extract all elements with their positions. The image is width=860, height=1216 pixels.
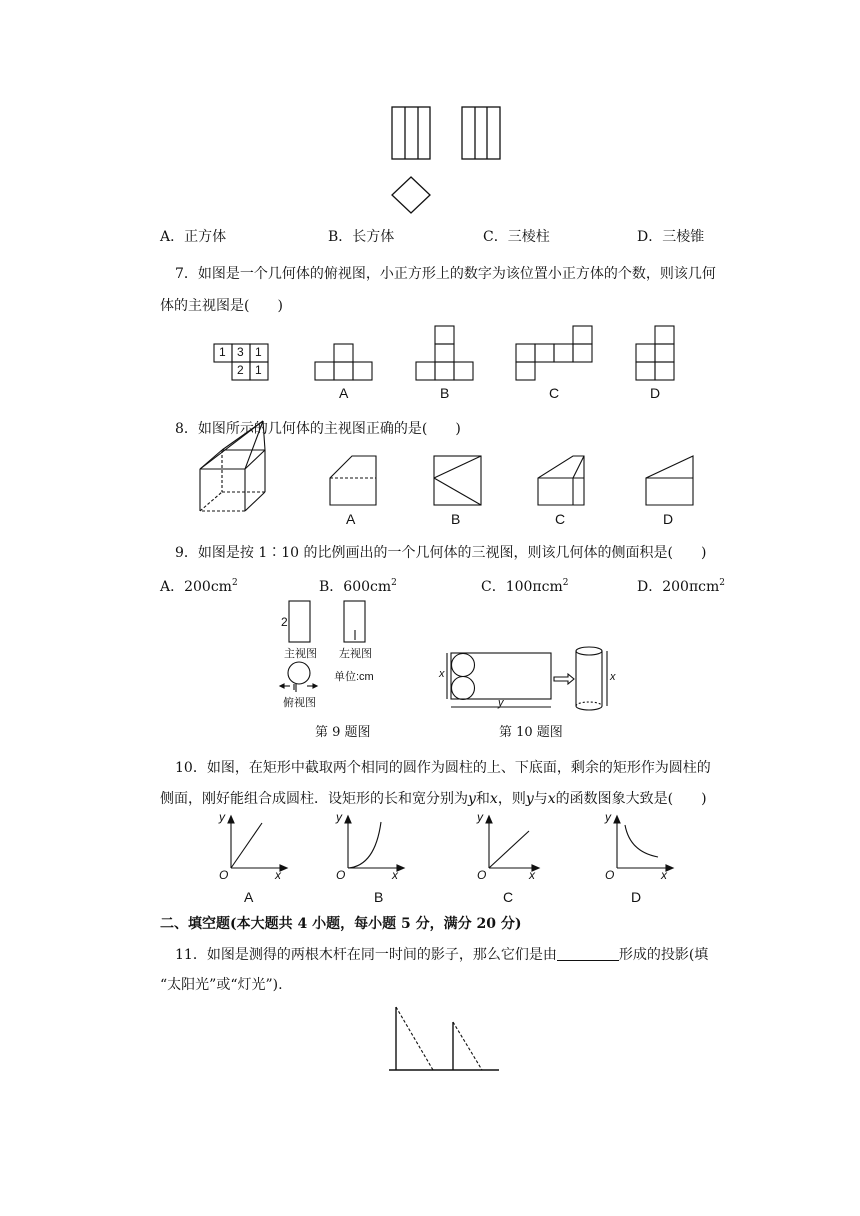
q10-label-a[interactable]: A — [244, 889, 254, 905]
q10-d-axis-y: y — [605, 810, 611, 824]
q7-grid-number: 1 — [219, 345, 226, 359]
section-title: 二、填空题(本大题共 4 小题，每小题 5 分，满分 20 分) — [160, 916, 522, 932]
q7-question-line2: 体的主视图是( ) — [160, 298, 283, 314]
q7-label-c[interactable]: C — [549, 385, 560, 401]
q11-question-line2: “太阳光”或“灯光”). — [160, 977, 283, 993]
q6-option-a[interactable]: A．正方体 — [160, 229, 227, 245]
q10-label-c[interactable]: C — [503, 889, 514, 905]
q8-question: 8．如图所示的几何体的主视图正确的是( ) — [175, 421, 461, 437]
q7-question-line1: 7．如图是一个几何体的俯视图，小正方形上的数字为该位置小正方体的个数，则该几何 — [175, 266, 716, 282]
q9-front-view-label: 主视图 — [284, 648, 317, 660]
q10-question-line2: 侧面，刚好能组合成圆柱．设矩形的长和宽分别为y和x，则y与x的函数图象大致是( ) — [160, 791, 707, 807]
q7-label-d[interactable]: D — [650, 385, 661, 401]
q8-label-b[interactable]: B — [451, 511, 461, 527]
q8-label-d[interactable]: D — [663, 511, 674, 527]
q10-fig-x: x — [439, 668, 445, 680]
q10-d-origin: O — [605, 868, 615, 882]
q6-option-c[interactable]: C．三棱柱 — [483, 229, 550, 245]
q11-question-line1: 11．如图是测得的两根木杆在同一时间的影子，那么它们是由 形成的投影(填 — [175, 947, 709, 963]
q9-option-c[interactable]: C．100πcm$^2$ — [481, 578, 569, 595]
q7-grid-number: 2 — [237, 363, 244, 377]
q9-unit: 单位:cm — [334, 671, 374, 683]
q7-grid-number: 1 — [255, 363, 262, 377]
q10-fig-x: x — [610, 671, 616, 683]
q9-option-d[interactable]: D．200πcm$^2$ — [637, 578, 725, 595]
q10-a-axis-y: y — [219, 810, 225, 824]
q10-b-axis-x: x — [392, 868, 398, 882]
q10-question-line1: 10．如图，在矩形中截取两个相同的圆作为圆柱的上、下底面，剩余的矩形作为圆柱的 — [175, 760, 711, 776]
q10-fig-y: y — [498, 697, 504, 709]
q9-top-view-label: 俯视图 — [283, 697, 316, 709]
q10-b-axis-y: y — [336, 810, 342, 824]
q10-label-b[interactable]: B — [374, 889, 384, 905]
q8-label-a[interactable]: A — [346, 511, 356, 527]
q10-b-origin: O — [336, 868, 346, 882]
q7-grid-number: 1 — [255, 345, 262, 359]
q7-grid-number: 3 — [237, 345, 244, 359]
q10-c-origin: O — [477, 868, 487, 882]
q10-c-axis-y: y — [477, 810, 483, 824]
q10-a-axis-x: x — [275, 868, 281, 882]
q10-c-axis-x: x — [529, 868, 535, 882]
q9-option-a[interactable]: A．$200cm^2$ — [160, 578, 238, 595]
q7-label-b[interactable]: B — [440, 385, 450, 401]
q6-option-d[interactable]: D．三棱锥 — [637, 229, 705, 245]
q10-a-origin: O — [219, 868, 229, 882]
q9-question: 9．如图是按 1∶10 的比例画出的一个几何体的三视图，则该几何体的侧面积是( ) — [175, 545, 707, 561]
q8-label-c[interactable]: C — [555, 511, 566, 527]
q6-option-b[interactable]: B．长方体 — [328, 229, 395, 245]
q9-option-b[interactable]: B．$600cm^2$ — [319, 578, 397, 595]
q7-label-a[interactable]: A — [339, 385, 349, 401]
q10-d-axis-x: x — [661, 868, 667, 882]
q10-label-d[interactable]: D — [631, 889, 642, 905]
q9-left-view-label: 左视图 — [339, 648, 372, 660]
q9-caption: 第 9 题图 — [315, 725, 371, 740]
q10-caption: 第 10 题图 — [499, 725, 563, 740]
q9-dim-2: 2 — [281, 615, 288, 629]
